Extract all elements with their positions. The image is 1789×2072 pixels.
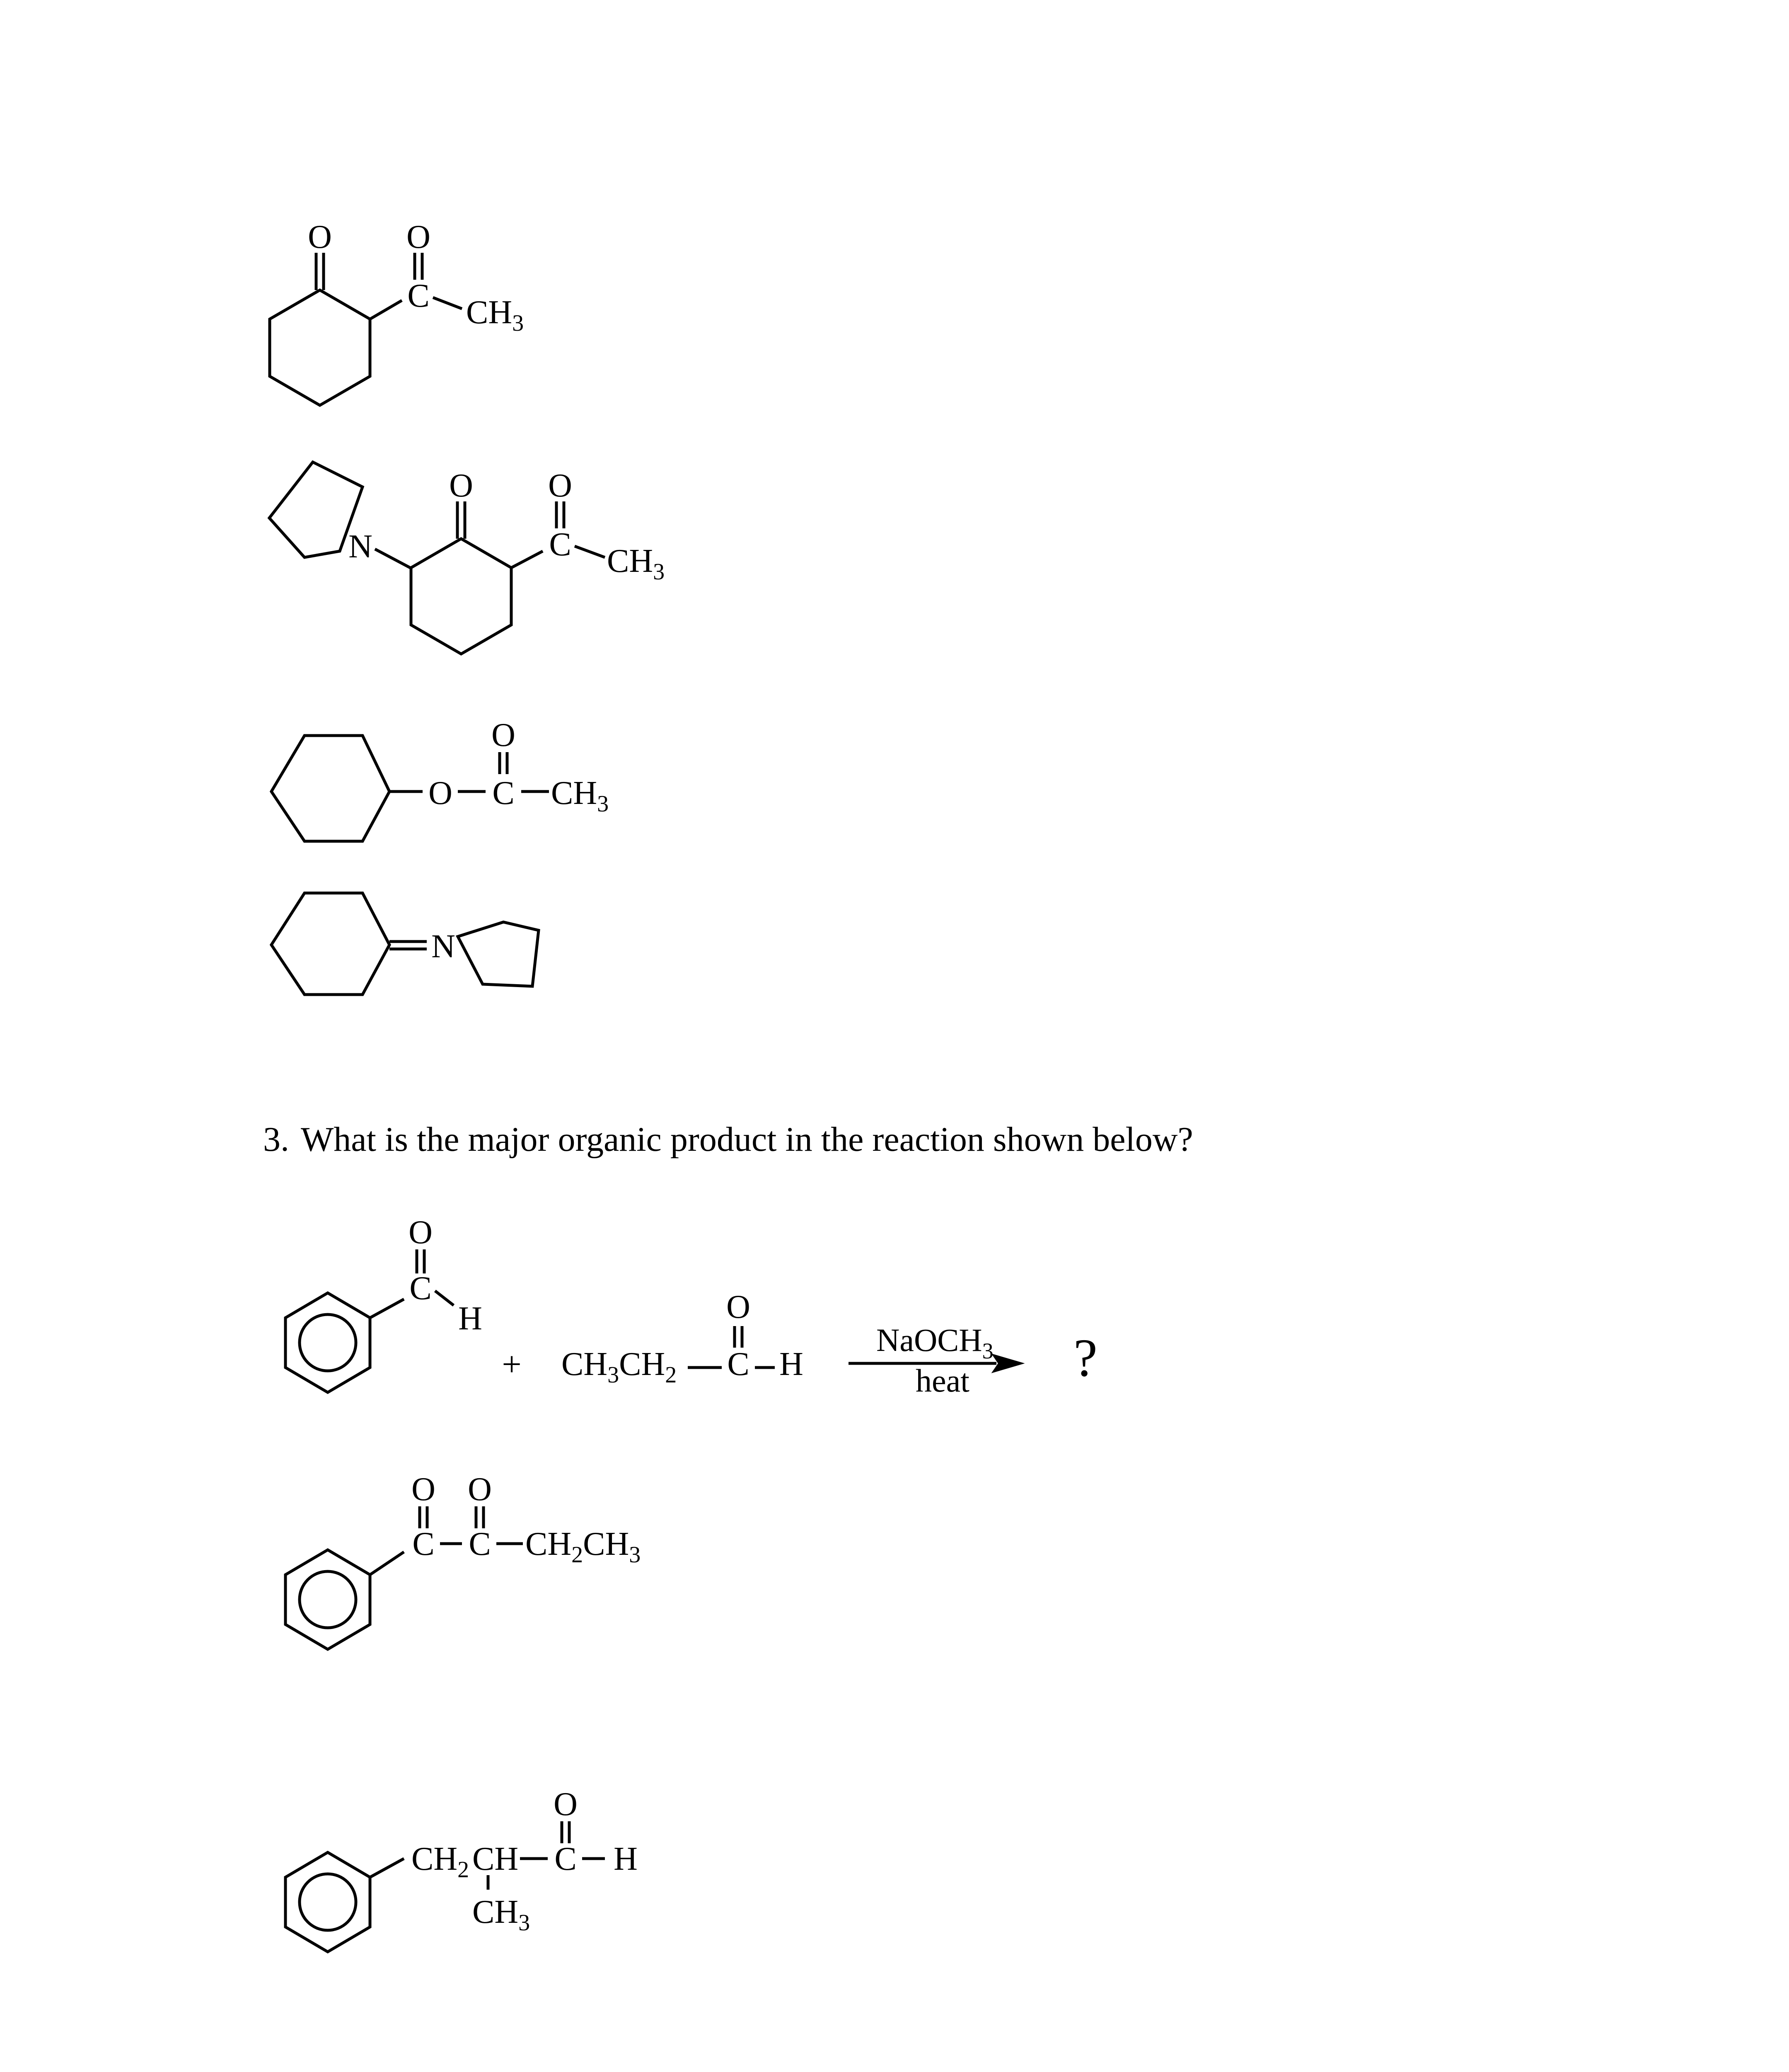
structure-cyclohexylidene-pyrrolidinium — [271, 893, 539, 995]
acyl-bond — [511, 551, 543, 568]
condition-label: heat — [916, 1363, 969, 1399]
reaction-arrow-head — [992, 1354, 1023, 1372]
ester-oxygen: O — [428, 775, 452, 811]
carbonyl-oxygen: O — [468, 1471, 492, 1508]
propanal-hydrogen: H — [779, 1346, 803, 1382]
acyl-carbon: C — [549, 526, 571, 563]
iminium-nitrogen: N — [431, 928, 455, 965]
structure-pyrrolidinyl-acetylcyclohexanone — [269, 462, 665, 654]
structure-methyl-phenylpropanal — [285, 1786, 638, 1952]
question-3 — [263, 1119, 1193, 1160]
aryl-bond — [370, 1859, 404, 1877]
structure-acetylcyclohexanone — [270, 219, 524, 405]
methyl-bond — [575, 546, 605, 557]
aromatic-circle — [300, 1874, 356, 1930]
aldehyde-hydrogen: H — [458, 1300, 482, 1337]
aryl-bond — [370, 1552, 404, 1575]
aldehyde-oxygen: O — [409, 1214, 433, 1251]
question-number: 3. — [263, 1120, 289, 1159]
methyl-branch: $CH_3$ — [472, 1894, 530, 1936]
ring-ketone-oxygen: O — [308, 219, 332, 255]
aromatic-circle — [300, 1571, 356, 1628]
aldehyde-carbon: C — [409, 1270, 432, 1307]
structure-phenyl-diketone — [285, 1471, 641, 1649]
aldehyde-oxygen: O — [554, 1786, 578, 1823]
methyl-group: $CH_3$ — [551, 775, 609, 817]
carbonyl-carbon: C — [469, 1526, 491, 1562]
methyl-group: $CH_3$ — [466, 294, 524, 336]
pyrrolidine-ring — [458, 922, 539, 986]
structure-cyclohexyl-acetate — [271, 717, 609, 841]
carbonyl-carbon: C — [412, 1526, 435, 1562]
ring-ketone-oxygen: O — [449, 467, 473, 504]
amine-nitrogen: N — [348, 528, 372, 565]
aromatic-circle — [300, 1314, 356, 1371]
propanal-oxygen: O — [726, 1289, 750, 1325]
aldehyde-h-bond — [435, 1291, 454, 1305]
reagent-label: NaOCH$_3$ — [876, 1322, 994, 1363]
product-unknown: ? — [1073, 1328, 1098, 1388]
question-text: What is the major organic product in the reaction shown below? — [301, 1120, 1193, 1159]
cyclohexane-ring — [411, 539, 511, 654]
methyl-group: $CH_3$ — [607, 543, 665, 585]
cyclohexane-ring — [271, 893, 389, 995]
propanal-carbon: C — [727, 1346, 749, 1382]
aldehyde-carbon: C — [554, 1841, 577, 1877]
carbonyl-oxygen: O — [411, 1471, 435, 1508]
plus-sign: + — [502, 1345, 522, 1384]
aldehyde-bond — [370, 1299, 404, 1318]
propanal-chain: $CH_3CH_2$ — [561, 1346, 677, 1388]
reaction-scheme — [285, 1214, 1098, 1399]
methylene-group: $CH_2$ — [411, 1841, 469, 1883]
acyl-bond — [370, 300, 402, 319]
acyl-carbon: C — [407, 278, 430, 314]
cyclohexane-ring — [270, 290, 370, 405]
aldehyde-hydrogen: H — [614, 1841, 638, 1877]
methine-group: CH — [472, 1841, 519, 1877]
acyl-oxygen: O — [406, 219, 430, 255]
carbonyl-carbon: C — [492, 775, 515, 811]
n-ring-bond — [375, 549, 410, 568]
carbonyl-oxygen: O — [491, 717, 515, 753]
ethyl-group: $CH_2CH_3$ — [525, 1526, 641, 1568]
methyl-bond — [433, 298, 462, 309]
acyl-oxygen: O — [548, 467, 572, 504]
cyclohexane-ring — [271, 736, 389, 841]
